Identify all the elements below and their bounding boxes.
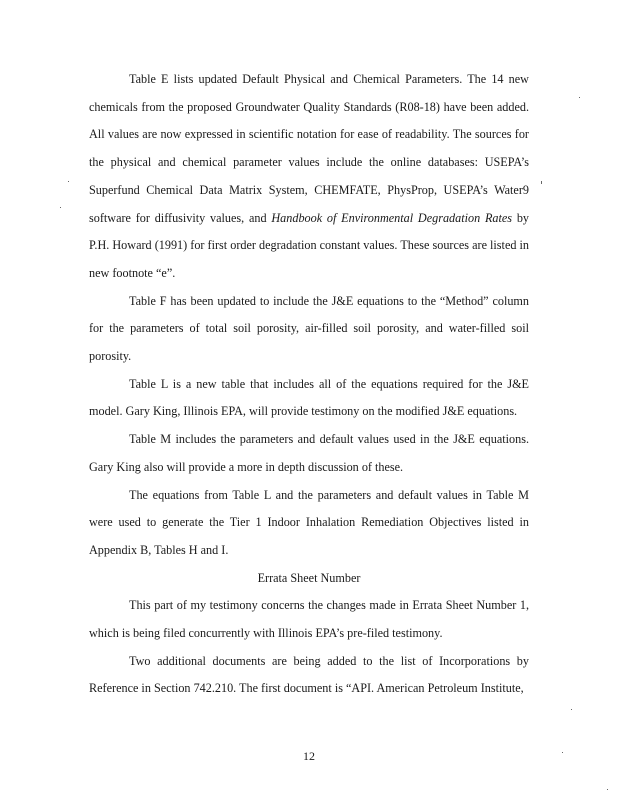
- paragraph-text: Table E lists updated Default Physical and Chemical Parameters. The 14 new chemicals from the proposed Groundwater Quality Standards (R08-18) have been added. All values are now expressed in scientific notation for ease of readability. The sources for the physical and chemical parameter values include the online databases: USEPA’s Superfund Chemical Data Matrix System, CHEMFATE, PhysProp, USEPA’s Water9 software for diffusivity values, and: [89, 72, 529, 225]
- book-title: Handbook of Environmental Degradation Rates: [271, 210, 513, 225]
- paragraph-text: The equations from Table L and the parameters and default values in Table M were used to generate the Tier 1 Indoor Inhalation Remediation Objectives listed in Appendix B, Tables H and I.: [89, 487, 529, 557]
- paragraph-table-l: [89, 371, 529, 426]
- paragraph-table-e: [89, 66, 529, 288]
- page-number: 12: [303, 749, 315, 763]
- paragraph-text: Table F has been updated to include the J&E equations to the “Method” column for the parameters of total soil porosity, air-filled soil porosity, and water-filled soil porosity.: [89, 293, 529, 364]
- paragraph-text: by P.H. Howard (1991) for first order degradation constant values. These sources are listed in new footnote “e”.: [89, 210, 530, 280]
- section-heading: Errata Sheet Number: [257, 570, 361, 585]
- paragraph-table-f: [89, 288, 529, 371]
- scan-speck: [541, 181, 542, 184]
- scan-speck: [68, 181, 69, 182]
- scan-speck: [60, 207, 61, 208]
- body-text: [89, 66, 529, 703]
- paragraph-text: Table L is a new table that includes all of the equations required for the J&E model. Gary King, Illinois EPA, will provide testimony on the modified J&E equations.: [89, 376, 529, 419]
- paragraph-incorporations: [89, 648, 529, 703]
- scan-speck: [571, 709, 572, 710]
- paragraph-errata: [89, 592, 529, 647]
- paragraph-equations: [89, 482, 529, 565]
- scan-speck: [579, 97, 580, 98]
- paragraph-table-m: [89, 426, 529, 481]
- scan-speck: [562, 752, 563, 753]
- paragraph-text: This part of my testimony concerns the changes made in Errata Sheet Number 1, which is being filed concurrently with Illinois EPA’s pre-filed testimony.: [89, 598, 529, 641]
- paragraph-text: Two additional documents are being added to the list of Incorporations by Reference in Section 742.210. The first document is “API. American Petroleum Institute,: [89, 653, 529, 696]
- paragraph-text: Table M includes the parameters and default values used in the J&E equations. Gary King also will provide a more in depth discussion of these.: [89, 432, 529, 474]
- scan-speck: [607, 789, 608, 790]
